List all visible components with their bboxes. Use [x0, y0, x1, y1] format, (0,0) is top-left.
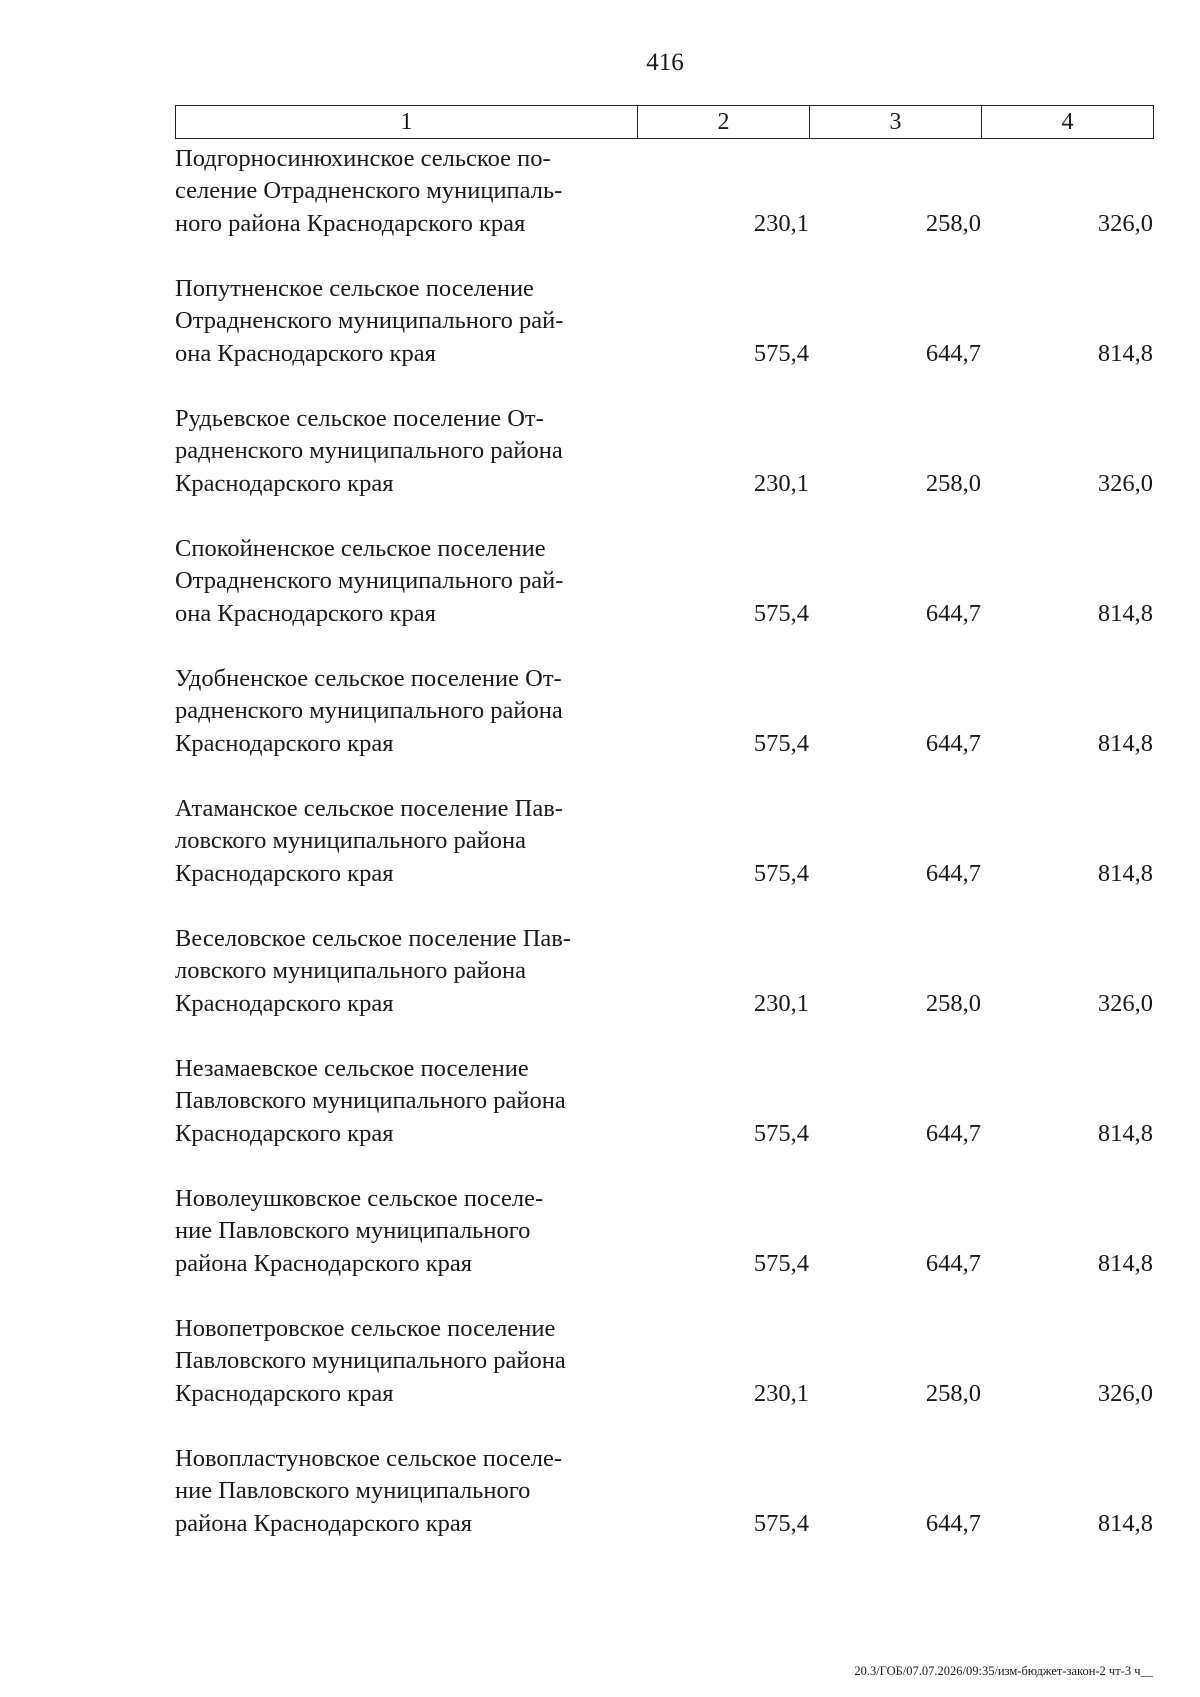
value-col-3: 258,0 [925, 209, 981, 237]
settlement-name: Незамаевское сельское поселение Павловского муниципального района Краснодарского края [175, 1054, 566, 1147]
value-col-4: 814,8 [1097, 1509, 1153, 1537]
header-col-4: 4 [982, 106, 1154, 139]
value-col-4: 814,8 [1097, 599, 1153, 627]
value-col-2: 230,1 [753, 209, 809, 237]
header-col-1: 1 [176, 106, 638, 139]
settlement-name: Рудьевское сельское поселение От- радненского муниципального района Краснодарского края [175, 404, 563, 497]
value-col-2: 230,1 [753, 1379, 809, 1407]
settlement-name: Новопетровское сельское поселение Павловского муниципального района Краснодарского края [175, 1314, 566, 1407]
table-row [175, 533, 1153, 630]
value-col-3: 644,7 [925, 729, 981, 757]
header-col-3: 3 [810, 106, 982, 139]
value-col-2: 575,4 [753, 339, 809, 367]
value-col-3: 644,7 [925, 599, 981, 627]
table-row [175, 403, 1153, 500]
document-footer-code: 20.3/ГОБ/07.07.2026/09:35/изм-бюджет-закон-2 чт-3 ч__ [854, 1664, 1153, 1678]
settlement-name: Новолеушковское сельское поселе- ние Павловского муниципального района Краснодарского края [175, 1184, 544, 1277]
value-col-3: 258,0 [925, 469, 981, 497]
settlement-name: Попутненское сельское поселение Отрадненского муниципального рай- она Краснодарского края [175, 274, 564, 367]
settlement-name: Удобненское сельское поселение От- радненского муниципального района Краснодарского края [175, 664, 563, 757]
table-row [175, 663, 1153, 760]
settlement-name: Подгорносинюхинское сельское по- селение Отрадненского муниципаль- ного района Краснодарского края [175, 144, 563, 237]
table-row [175, 1053, 1153, 1150]
value-col-2: 575,4 [753, 1509, 809, 1537]
value-col-3: 258,0 [925, 989, 981, 1017]
settlement-name: Спокойненское сельское поселение Отрадненского муниципального рай- она Краснодарского края [175, 534, 564, 627]
header-col-2: 2 [638, 106, 810, 139]
value-col-2: 575,4 [753, 729, 809, 757]
value-col-2: 575,4 [753, 1119, 809, 1147]
table-row [175, 143, 1153, 240]
table-body [175, 143, 1153, 1573]
value-col-3: 644,7 [925, 1249, 981, 1277]
value-col-4: 814,8 [1097, 339, 1153, 367]
value-col-2: 230,1 [753, 469, 809, 497]
table-row [175, 1313, 1153, 1410]
value-col-3: 644,7 [925, 1509, 981, 1537]
value-col-4: 814,8 [1097, 859, 1153, 887]
table-row [175, 1443, 1153, 1540]
settlement-name: Атаманское сельское поселение Пав- ловского муниципального района Краснодарского края [175, 794, 563, 887]
value-col-4: 814,8 [1097, 1119, 1153, 1147]
value-col-3: 644,7 [925, 1119, 981, 1147]
value-col-2: 575,4 [753, 599, 809, 627]
value-col-4: 814,8 [1097, 729, 1153, 757]
value-col-2: 575,4 [753, 1249, 809, 1277]
value-col-4: 326,0 [1097, 1379, 1153, 1407]
value-col-3: 644,7 [925, 859, 981, 887]
table-row [175, 923, 1153, 1020]
table-row [175, 1183, 1153, 1280]
page-number: 416 [646, 49, 684, 76]
value-col-4: 326,0 [1097, 469, 1153, 497]
value-col-3: 644,7 [925, 339, 981, 367]
value-col-4: 326,0 [1097, 209, 1153, 237]
table-row [175, 273, 1153, 370]
table-header [175, 105, 1154, 139]
table-row [175, 793, 1153, 890]
value-col-2: 575,4 [753, 859, 809, 887]
value-col-3: 258,0 [925, 1379, 981, 1407]
value-col-4: 326,0 [1097, 989, 1153, 1017]
value-col-4: 814,8 [1097, 1249, 1153, 1277]
settlement-name: Новопластуновское сельское поселе- ние Павловского муниципального района Краснодарского края [175, 1444, 562, 1537]
value-col-2: 230,1 [753, 989, 809, 1017]
settlement-name: Веселовское сельское поселение Пав- ловского муниципального района Краснодарского края [175, 924, 572, 1017]
